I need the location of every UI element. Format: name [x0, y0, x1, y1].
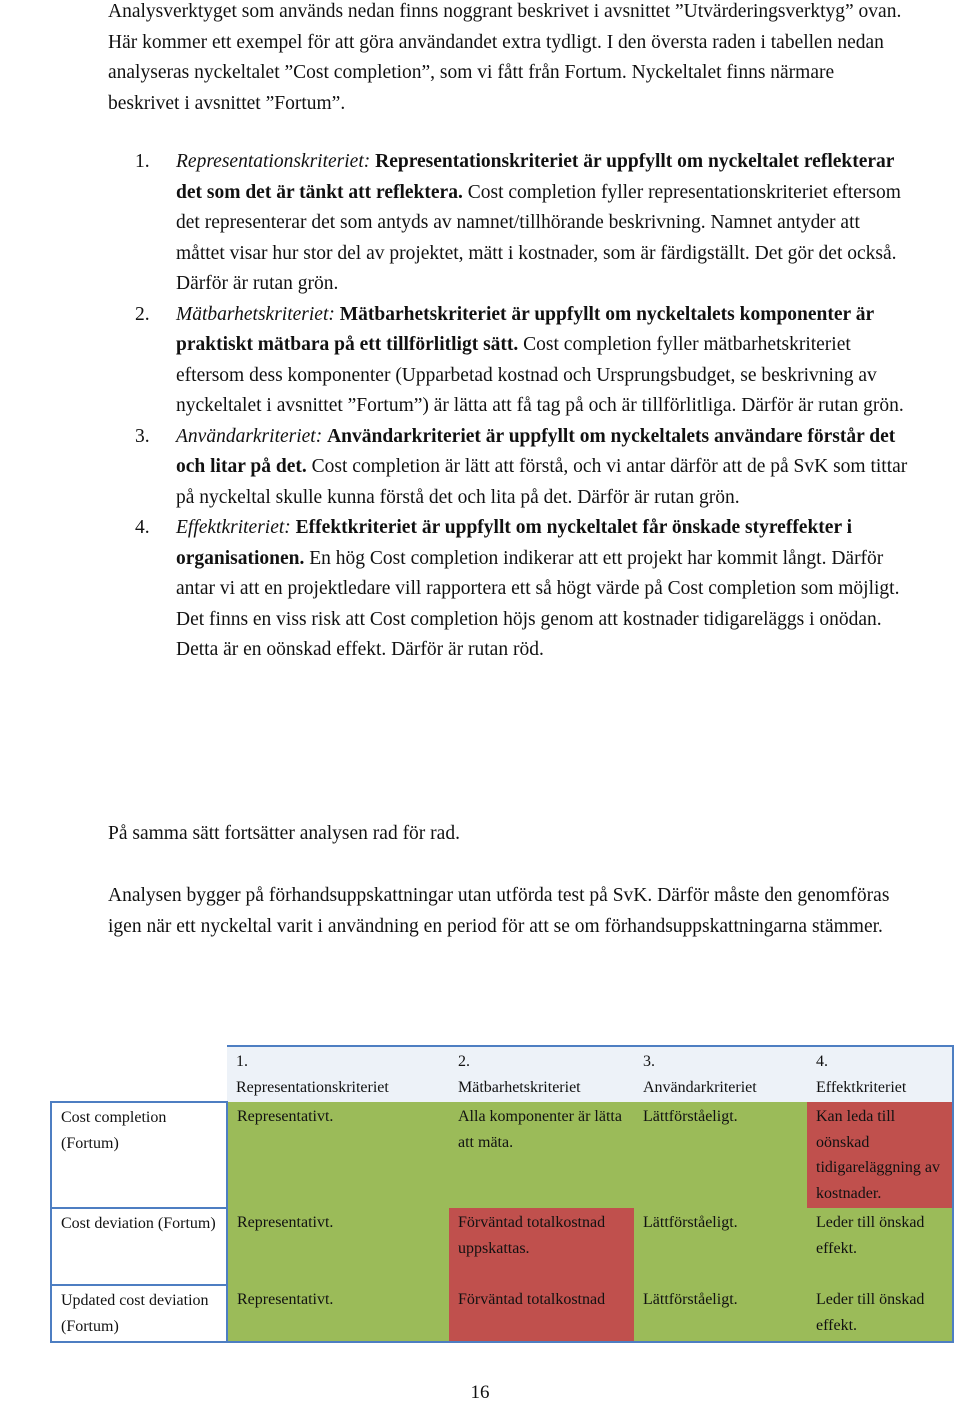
page-number: 16	[470, 1382, 490, 1403]
column-header-number: 3.	[643, 1053, 655, 1070]
criterion-item	[108, 300, 908, 422]
criterion-item	[108, 422, 908, 514]
column-header-number: 1.	[236, 1053, 248, 1070]
table-cell: Lättförståeligt.	[634, 1285, 807, 1342]
criterion-text: En hög Cost completion indikerar att ett projekt har kommit långt. Därför antar vi att en projektledare vill rapportera ett så högt värde på Cost completion som möjligt. Det finns en viss risk att Cost completion höjs genom att kostnader tidigareläggs i onödan. Detta är en oönskad effekt. Därför är rutan röd.	[176, 547, 900, 660]
table-row	[51, 1208, 953, 1285]
analysis-table	[50, 1045, 954, 1343]
column-header-label: Effektkriteriet	[816, 1078, 907, 1096]
table-cell: Lättförståeligt.	[634, 1208, 807, 1285]
column-header	[449, 1046, 634, 1102]
column-header-label: Användarkriteriet	[643, 1078, 757, 1096]
criterion-rule: Mätbarhetskriteriet är uppfyllt om nyckeltalets komponenter är praktiskt mätbara på ett tillförlitligt sätt.	[176, 303, 874, 355]
criterion-rule: Effektkriteriet är uppfyllt om nyckeltalet får önskade styreffekter i organisationen.	[176, 517, 853, 569]
table-corner-cell	[51, 1046, 227, 1102]
criterion-name: Mätbarhetskriteriet:	[176, 303, 335, 325]
criterion-number: 2.	[135, 303, 150, 325]
criterion-text: Cost completion är lätt att förstå, och vi antar därför att de på SvK som tittar på nyckeltal skulle kunna förstå det och lita på det. Därför är rutan grön.	[176, 456, 908, 508]
criterion-text: Cost completion fyller mätbarhetskriteriet eftersom dess komponenter (Upparbetad kostnad och Ursprungsbudget, se beskrivning av nyckeltalet i avsnittet ”Fortum”) är lätta att få tag på och är tillförlitliga. Därför är rutan grön.	[176, 334, 904, 416]
criterion-item	[108, 147, 908, 300]
criterion-number: 4.	[135, 517, 150, 538]
table-row	[51, 1285, 953, 1342]
table-cell: Kan leda till oönskad tidigareläggning av kostnader.	[807, 1102, 953, 1208]
table-cell: Representativt.	[227, 1285, 449, 1342]
criterion-number: 3.	[135, 425, 150, 447]
column-header	[807, 1046, 953, 1102]
table-cell: Alla komponenter är lätta att mäta.	[449, 1102, 634, 1208]
column-header-number: 4.	[816, 1053, 828, 1070]
criterion-name: Representationskriteriet:	[176, 151, 371, 172]
column-header	[634, 1046, 807, 1102]
criterion-item	[108, 513, 908, 666]
analysis-note-paragraph: Analysen bygger på förhandsuppskattningar utan utförda test på SvK. Därför måste den genomföras igen när ett nyckeltal varit i användning en period för att se om förhandsuppskattningarna stämmer.	[108, 885, 890, 937]
row-header: Cost deviation (Fortum)	[51, 1208, 227, 1285]
criterion-number: 1.	[135, 151, 150, 172]
criterion-name: Användarkriteriet:	[176, 425, 323, 447]
row-header: Cost completion (Fortum)	[51, 1102, 227, 1208]
table-cell: Leder till önskad effekt.	[807, 1208, 953, 1285]
intro-paragraph: Analysverktyget som används nedan finns noggrant beskrivet i avsnittet ”Utvärderingsverktyg” ovan. Här kommer ett exempel för att göra användandet extra tydligt. I den översta raden i tabellen nedan analyseras nyckeltalet ”Cost completion”, som vi fått från Fortum. Nyckeltalet finns närmare beskrivet i avsnittet ”Fortum”.	[108, 1, 902, 114]
column-header	[227, 1046, 449, 1102]
table-cell: Lättförståeligt.	[634, 1102, 807, 1208]
criterion-name: Effektkriteriet:	[176, 517, 291, 538]
table-row	[51, 1102, 953, 1208]
column-header-label: Mätbarhetskriteriet	[458, 1078, 581, 1096]
criterion-rule: Representationskriteriet är uppfyllt om nyckeltalet reflekterar det som det är tänkt att reflektera.	[176, 151, 895, 203]
table-cell: Representativt.	[227, 1102, 449, 1208]
table-cell: Förväntad totalkostnad	[449, 1285, 634, 1342]
criteria-list	[108, 147, 908, 666]
column-header-number: 2.	[458, 1053, 470, 1070]
summary-paragraph: På samma sätt fortsätter analysen rad för rad.	[108, 823, 460, 844]
criterion-rule: Användarkriteriet är uppfyllt om nyckeltalets användare förstår det och litar på det.	[176, 425, 896, 477]
column-header-label: Representationskriteriet	[236, 1078, 389, 1096]
table-cell: Förväntad totalkostnad uppskattas.	[449, 1208, 634, 1285]
table-cell: Leder till önskad effekt.	[807, 1285, 953, 1342]
table-header-row	[51, 1046, 953, 1102]
criterion-text: Cost completion fyller representationskriteriet eftersom det representerar det som antyds av namnet/tillhörande beskrivning. Namnet antyder att måttet visar hur stor del av projektet, mätt i kostnader, som är färdigställt. Det gör det också. Därför är rutan grön.	[176, 181, 901, 294]
row-header: Updated cost deviation (Fortum)	[51, 1285, 227, 1342]
table-cell: Representativt.	[227, 1208, 449, 1285]
